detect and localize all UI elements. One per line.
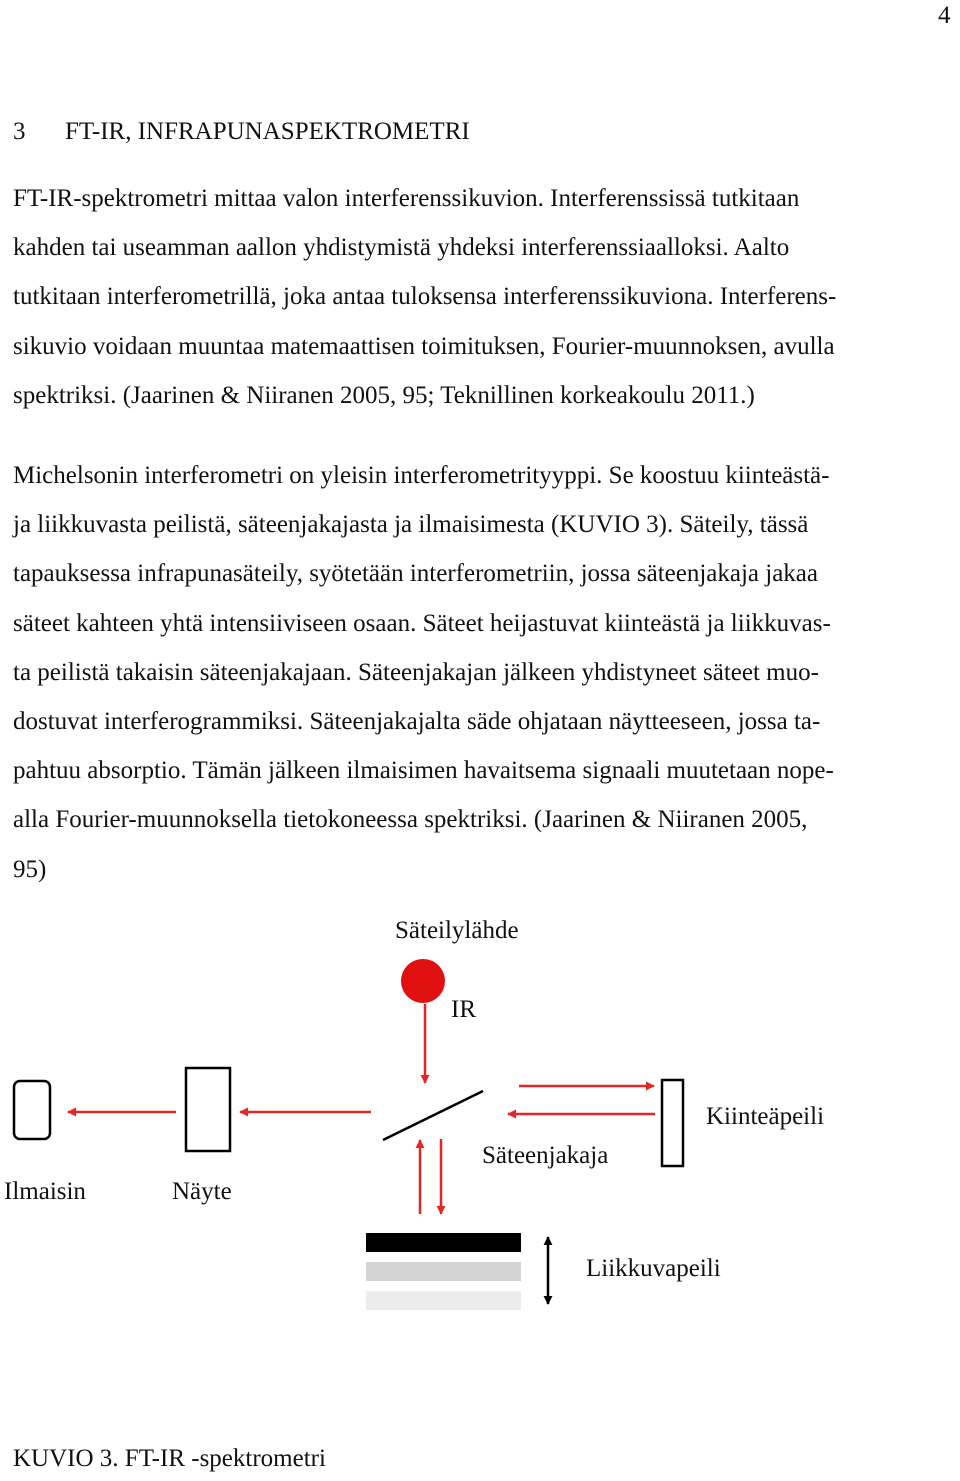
detector-icon [14,1081,50,1139]
detector-label: Ilmaisin [4,1178,86,1205]
paragraph-line: pahtuu absorptio. Tämän jälkeen ilmaisimen havaitsema signaali muutetaan nope- [13,757,834,785]
paragraph-line: Michelsonin interferometri on yleisin interferometrityyppi. Se koostuu kiinteästä- [13,462,830,489]
ir-label: IR [451,996,476,1023]
paragraph-line: ja liikkuvasta peilistä, säteenjakajasta ja ilmaisimesta (KUVIO 3). Säteily, tässä [13,511,809,539]
sample-label: Näyte [172,1178,232,1205]
sample-icon [186,1068,230,1151]
paragraph-line: sikuvio voidaan muuntaa matemaattisen toimituksen, Fourier-muunnoksen, avulla [13,332,835,360]
moving-mirror-label: Liikkuvapeili [586,1255,721,1282]
paragraph-line: spektriksi. (Jaarinen & Niiranen 2005, 95; Teknillinen korkeakoulu 2011.) [13,381,755,409]
page-number: 4 [938,2,951,29]
moving-mirror-icon [366,1233,521,1310]
paragraph-line: dostuvat interferogrammiksi. Säteenjakajalta säde ohjataan näytteeseen, jossa ta- [13,708,821,736]
paragraph-line: säteet kahteen yhtä intensiiviseen osaan. Säteet heijastuvat kiinteästä ja liikkuvas- [13,609,831,637]
section-number: 3 [13,118,26,145]
fixed-mirror-label: Kiinteäpeili [706,1103,825,1130]
radiation-source-icon [401,959,445,1003]
figure-caption: KUVIO 3. FT-IR -spektrometri [13,1445,326,1472]
paragraph-line: 95) [13,855,47,883]
paragraph-line: kahden tai useamman aallon yhdistymistä yhdeksi interferenssiaalloksi. Aalto [13,234,790,262]
section-title: FT-IR, INFRAPUNASPEKTROMETRI [65,118,470,145]
source-label: Säteilylähde [395,917,519,944]
paragraph-line: ta peilistä takaisin säteenjakajaan. Säteenjakajan jälkeen yhdistyneet säteet muo- [13,658,819,686]
fixed-mirror-icon [662,1080,683,1166]
beamsplitter-icon [383,1091,483,1140]
paragraph-line: alla Fourier-muunnoksella tietokoneessa spektriksi. (Jaarinen & Niiranen 2005, [13,806,808,834]
paragraph-line: tapauksessa infrapunasäteily, syötetään interferometriin, jossa säteenjakaja jakaa [13,560,818,588]
paragraph-line: tutkitaan interferometrillä, joka antaa tuloksensa interferenssikuviona. Interferens- [13,283,837,311]
beamsplitter-label: Säteenjakaja [482,1142,609,1169]
paragraph-line: FT-IR-spektrometri mittaa valon interferenssikuvion. Interferenssissä tutkitaan [13,185,800,212]
